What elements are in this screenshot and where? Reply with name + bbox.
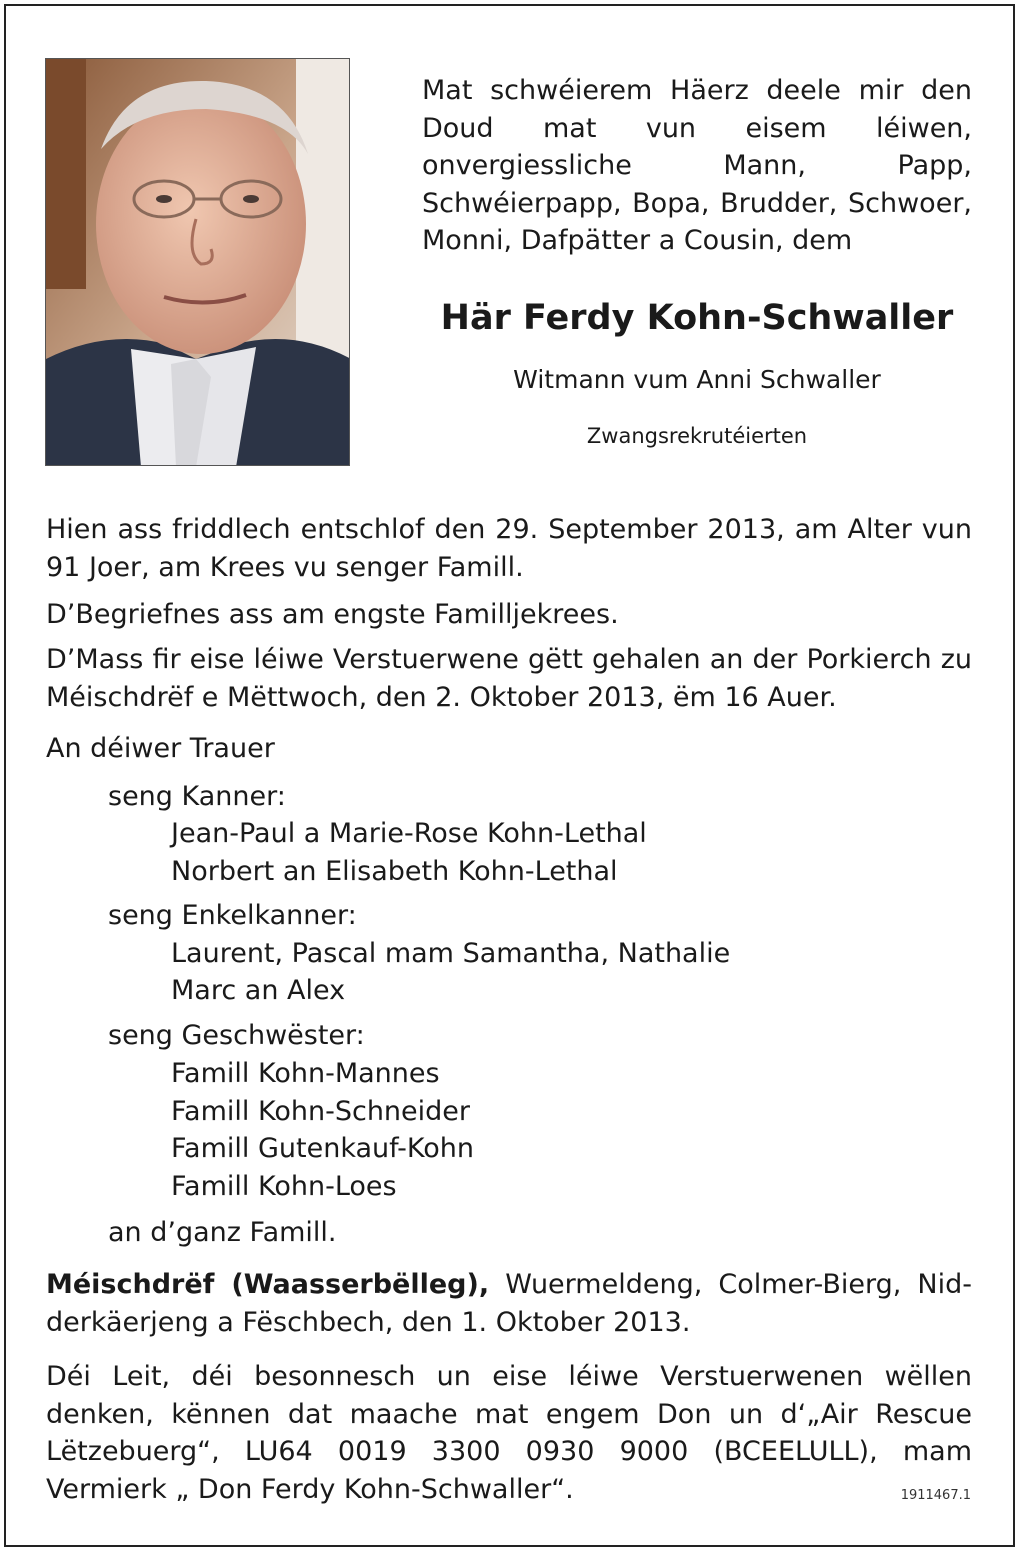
family-closing: an d’ganz Famill.: [108, 1217, 337, 1248]
deceased-name: Här Ferdy Kohn-Schwaller: [440, 298, 954, 338]
burial-paragraph: D’Begriefnes ass am engste Familljekrees.: [46, 599, 619, 630]
passing-paragraph: Hien ass friddlech entschlof den 29. September 2013, am Alter vun 91 Joer, am Krees vu senger Famill.: [46, 514, 972, 583]
intro-text: Mat schwéierem Häerz deele mir den Doud mat vun eisem léiwen, onvergiessliche Mann, Papp, Schwéierpapp, Bopa, Brudder, Schwoer, Monni, Dafpätter a Cousin, dem: [422, 75, 972, 256]
mourners-intro: An déiwer Trauer: [46, 733, 275, 764]
place-date-paragraph: [46, 1266, 972, 1341]
portrait-photo: [45, 58, 350, 466]
sibling-entry: Famill Kohn-Mannes: [171, 1058, 440, 1089]
mass-paragraph: D’Mass fir eise léiwe Verstuerwene gëtt gehalen an der Porkierch zu Méischdrëf e Mëttwoch, den 2. Oktober 2013, ëm 16 Auer.: [46, 644, 972, 713]
child-entry: Norbert an Elisabeth Kohn-Lethal: [171, 856, 618, 887]
donation-paragraph: Déi Leit, déi besonnesch un eise léiwe Verstuerwenen wëllen denken, kënnen dat maache mat engem Don un d‘„Air Rescue Lëtzebuerg“, LU64 0019 3300 0930 9000 (BCEELULL), mam Vermierk „ Don Ferdy Kohn-Schwaller“.: [46, 1361, 972, 1505]
grandchild-entry: Marc an Alex: [171, 975, 346, 1006]
place-date-text: Wuermeldeng, Colmer-Bierg, Nidderkäerjeng a Fëschbech, den 1. Oktober 2013.: [46, 1269, 972, 1338]
siblings-label: seng Geschwëster:: [108, 1020, 365, 1051]
status-line: Zwangsrekrutéierten: [586, 424, 808, 448]
sibling-entry: Famill Gutenkauf-Kohn: [171, 1133, 475, 1164]
grandchild-entry: Laurent, Pascal mam Samantha, Nathalie: [171, 938, 731, 969]
sibling-entry: Famill Kohn-Schneider: [171, 1096, 471, 1127]
children-label: seng Kanner:: [108, 781, 286, 812]
reference-number: 1911467.1: [900, 1488, 971, 1503]
child-entry: Jean-Paul a Marie-Rose Kohn-Lethal: [171, 818, 647, 849]
sibling-entry: Famill Kohn-Loes: [171, 1171, 397, 1202]
grandchildren-label: seng Enkelkanner:: [108, 900, 357, 931]
widower-line: Witmann vum Anni Schwaller: [513, 365, 881, 394]
place-name: Méischdrëf (Waasserbëlleg),: [46, 1269, 490, 1300]
